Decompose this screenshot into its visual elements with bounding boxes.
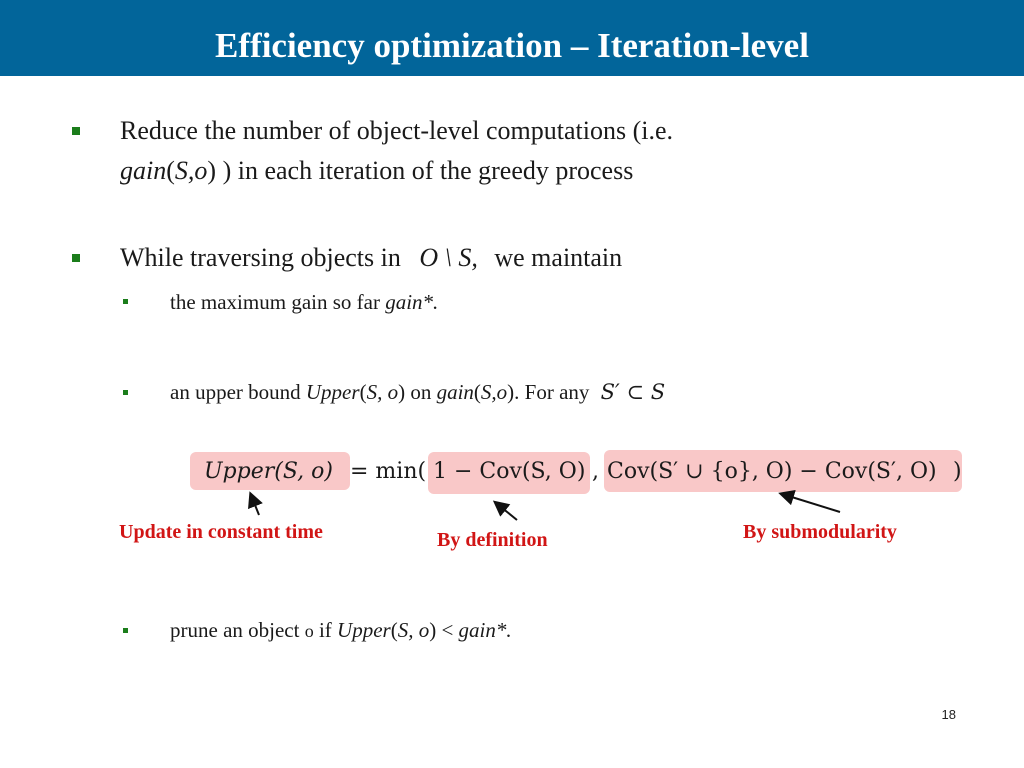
sub-bullet-3-t2: if [318, 618, 332, 642]
sub-bullet-3-t1: prune an object [170, 618, 300, 642]
gain-star: gain*. [458, 618, 512, 642]
formula-lhs: Upper(S, o) [204, 459, 333, 484]
upper-args: S, o [366, 380, 399, 404]
upper-function: Upper [305, 380, 360, 404]
formula-close: ) [953, 459, 962, 484]
arrow-definition [496, 503, 517, 520]
slide-title: Efficiency optimization – Iteration-level [215, 26, 809, 65]
object-o: o [304, 621, 314, 641]
sub-bullet-2-t1: an upper bound [170, 380, 301, 404]
annotation-update: Update in constant time [119, 521, 323, 543]
sub-bullet-2: an upper bound Upper(S, o) on gain(S,o). For any S′ ⊂ S [170, 380, 666, 404]
sub-bullet-2-t3: ). For any [507, 380, 590, 404]
bullet-2-suffix: we maintain [494, 243, 623, 272]
annotation-submodularity: By submodularity [743, 521, 897, 543]
bullet-1-line-2: gain(S,o) ) in each iteration of the greedy process [120, 156, 634, 185]
upper-args: S, o [397, 618, 430, 642]
sub-bullet-1-text: the maximum gain so far [170, 290, 380, 314]
upper-function: Upper [337, 618, 391, 642]
formula-term-1: 1 − Cov(S, O) [433, 459, 586, 484]
gain-star: gain*. [385, 290, 439, 314]
gain-args: S,o [480, 380, 508, 404]
sub-bullet-square [123, 628, 128, 633]
bullet-2-prefix: While traversing objects in [120, 243, 401, 272]
annotation-definition: By definition [437, 529, 548, 551]
sub-bullet-2-t2: on [410, 380, 432, 404]
gain-args: S,o [174, 156, 208, 185]
arrow-submodularity [782, 494, 840, 512]
formula-term-2: Cov(S′ ∪ {o}, O) − Cov(S′, O) [607, 459, 937, 484]
sub-bullet-3: prune an object o if Upper(S, o) < gain*. [170, 618, 512, 642]
formula-comma: , [592, 459, 599, 484]
subset-expression: S′ ⊂ S [600, 380, 666, 404]
arrow-update [251, 495, 259, 515]
bullet-1-rest: ) ) in each iteration of the greedy process [207, 156, 634, 185]
bullet-1-text: Reduce the number of object-level computations (i.e. [120, 116, 674, 145]
set-expression: O \ S, [419, 243, 478, 272]
page-number: 18 [941, 707, 956, 722]
sub-bullet-3-t3: ) < [429, 618, 454, 642]
formula-eq: = min( [350, 459, 427, 484]
gain-function: gain [436, 380, 474, 404]
gain-function: gain [120, 156, 167, 185]
